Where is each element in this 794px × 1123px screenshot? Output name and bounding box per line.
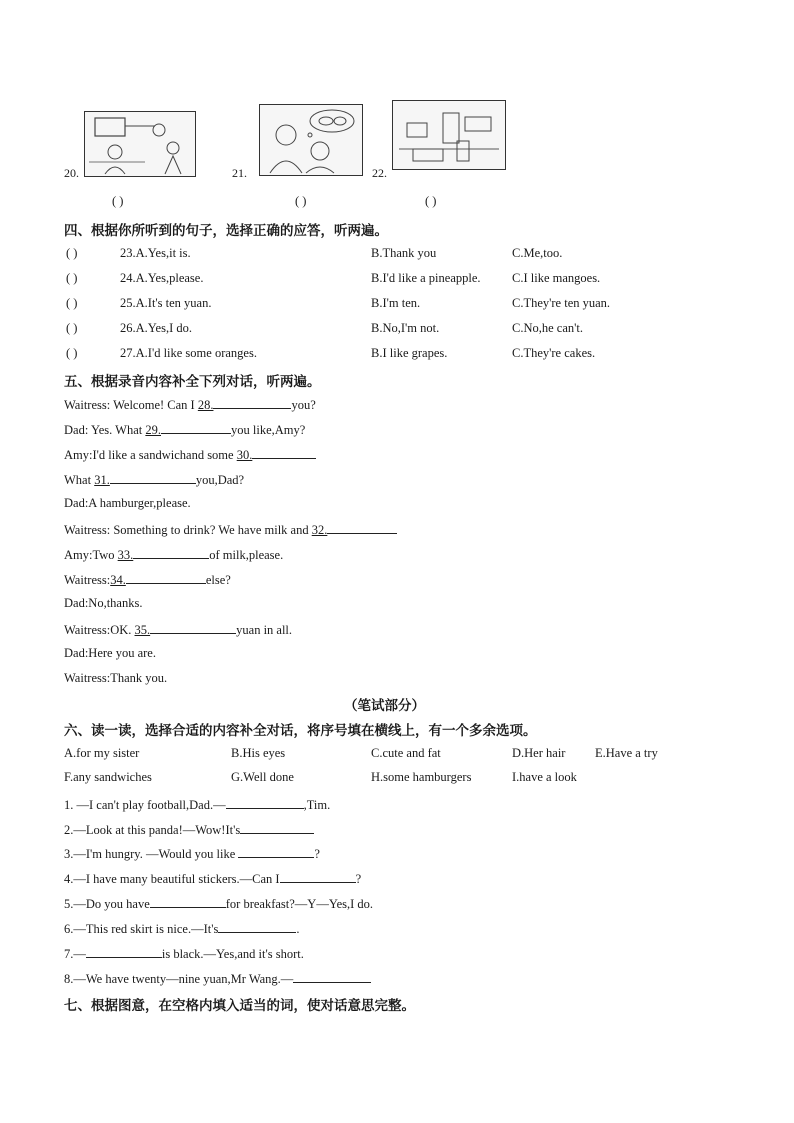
picture-number: 21. — [232, 166, 247, 180]
option-item: F.any sandwiches — [64, 770, 152, 784]
answer-paren: ( ) — [112, 194, 124, 208]
option-a: 25.A.It's ten yuan. — [120, 296, 212, 310]
item-text: 8.—We have twenty—nine yuan,Mr Wang.— — [64, 972, 294, 986]
option-c: C.No,he can't. — [512, 321, 583, 335]
option-item: B.His eyes — [231, 746, 286, 760]
dialogue-line — [64, 546, 283, 563]
answer-blank[interactable] — [86, 945, 162, 958]
fill-item — [64, 920, 299, 937]
line-text: Dad:A hamburger,please. — [64, 496, 191, 510]
section-4-heading: 四、根据你所听到的句子，选择正确的应答，听两遍。 — [64, 223, 388, 239]
blank-number: 34. — [110, 573, 126, 587]
item-text: is black.—Yes,and it's short. — [161, 947, 304, 961]
item-text: for breakfast?—Y—Yes,I do. — [225, 897, 374, 911]
line-text: Amy:I'd like a sandwichand some — [64, 448, 237, 462]
option-b: B.No,I'm not. — [371, 321, 440, 335]
section-7-heading: 七、根据图意，在空格内填入适当的词，使对话意思完整。 — [64, 998, 415, 1014]
dialogue-line — [64, 521, 397, 538]
option-item: G.Well done — [231, 770, 294, 784]
answer-paren: ( ) — [295, 194, 307, 208]
option-item: H.some hamburgers — [371, 770, 472, 784]
option-c: C.I like mangoes. — [512, 271, 601, 285]
dialogue-line — [64, 571, 231, 588]
item-text: ? — [355, 872, 362, 886]
answer-blank[interactable] — [150, 895, 226, 908]
answer-paren: ( ) — [66, 296, 78, 310]
answer-blank[interactable] — [110, 471, 196, 484]
written-part-title: （笔试部分） — [344, 698, 425, 714]
blank-number: 28. — [197, 398, 214, 412]
answer-blank[interactable] — [213, 396, 291, 409]
dialogue-line — [64, 446, 316, 463]
people-thinking-illustration — [260, 105, 362, 175]
item-text: 1. —I can't play football,Dad.— — [64, 798, 226, 812]
option-item: C.cute and fat — [371, 746, 441, 760]
answer-blank[interactable] — [133, 546, 209, 559]
picture-22-room — [392, 100, 506, 170]
blank-number: 33. — [117, 548, 134, 562]
line-text: Waitress: Something to drink? We have milk and — [64, 523, 312, 537]
line-text: What — [64, 473, 95, 487]
item-text: ? — [314, 847, 320, 861]
item-text: ,Tim. — [303, 798, 331, 812]
option-a: 27.A.I'd like some oranges. — [120, 346, 257, 360]
answer-blank[interactable] — [327, 521, 397, 534]
line-text: yuan in all. — [236, 623, 293, 637]
fill-item — [64, 870, 361, 887]
fill-item — [64, 796, 330, 813]
blank-number: 35. — [134, 623, 151, 637]
blank-number: 31. — [94, 473, 110, 487]
option-c: C.They're ten yuan. — [512, 296, 611, 310]
picture-number: 20. — [64, 166, 79, 180]
answer-paren: ( ) — [66, 246, 78, 260]
dialogue-line — [64, 596, 142, 611]
item-text: 6.—This red skirt is nice.—It's — [64, 922, 219, 936]
answer-blank[interactable] — [126, 571, 206, 584]
answer-paren: ( ) — [425, 194, 437, 208]
answer-paren: ( ) — [66, 321, 78, 335]
picture-21-food-thought — [259, 104, 363, 176]
basketball-illustration — [85, 112, 195, 176]
answer-blank[interactable] — [238, 845, 314, 858]
dialogue-line — [64, 471, 244, 488]
item-text: 4.—I have many beautiful stickers.—Can I — [64, 872, 280, 886]
room-illustration — [393, 101, 505, 169]
option-item: E.Have a try — [595, 746, 658, 760]
dialogue-line — [64, 671, 167, 686]
line-text: Waitress: Welcome! Can I — [64, 398, 198, 412]
option-b: B.I'd like a pineapple. — [371, 271, 481, 285]
dialogue-line — [64, 496, 191, 511]
line-text: of milk,please. — [209, 548, 284, 562]
picture-number: 22. — [372, 166, 387, 180]
fill-item — [64, 895, 373, 912]
option-c: C.Me,too. — [512, 246, 563, 260]
answer-paren: ( ) — [66, 346, 78, 360]
line-text: you like,Amy? — [231, 423, 306, 437]
item-text: 2.—Look at this panda!—Wow!It's — [64, 823, 241, 837]
option-c: C.They're cakes. — [512, 346, 596, 360]
line-text: Dad:No,thanks. — [64, 596, 143, 610]
line-text: Waitress:OK. — [64, 623, 135, 637]
answer-blank[interactable] — [218, 920, 296, 933]
answer-blank[interactable] — [280, 870, 356, 883]
fill-item — [64, 821, 314, 838]
item-text: 5.—Do you have — [64, 897, 150, 911]
line-text: you? — [291, 398, 316, 412]
section-5-heading: 五、根据录音内容补全下列对话，听两遍。 — [64, 374, 321, 390]
line-text: else? — [205, 573, 231, 587]
dialogue-line — [64, 621, 292, 638]
blank-number: 29. — [145, 423, 161, 437]
line-text: you,Dad? — [195, 473, 245, 487]
line-text: Amy:Two — [64, 548, 118, 562]
answer-blank[interactable] — [252, 446, 316, 459]
option-a: 23.A.Yes,it is. — [120, 246, 191, 260]
option-b: B.I like grapes. — [371, 346, 448, 360]
line-text: Dad: Yes. What — [64, 423, 146, 437]
dialogue-line — [64, 396, 316, 413]
answer-paren: ( ) — [66, 271, 78, 285]
item-text: 7.— — [64, 947, 86, 961]
option-item: I.have a look — [512, 770, 577, 784]
item-text: 3.—I'm hungry. —Would you like — [64, 847, 239, 861]
line-text: Waitress:Thank you. — [64, 671, 168, 685]
section-6-heading: 六、读一读，选择合适的内容补全对话，将序号填在横线上，有一个多余选项。 — [64, 723, 537, 739]
option-b: B.Thank you — [371, 246, 437, 260]
blank-number: 30. — [236, 448, 253, 462]
fill-item — [64, 845, 320, 862]
option-a: 26.A.Yes,I do. — [120, 321, 193, 335]
dialogue-line — [64, 421, 305, 438]
answer-blank[interactable] — [293, 970, 371, 983]
line-text: Dad:Here you are. — [64, 646, 156, 660]
fill-item — [64, 945, 304, 962]
line-text: Waitress: — [64, 573, 111, 587]
dialogue-line — [64, 646, 156, 661]
fill-item — [64, 970, 371, 987]
option-b: B.I'm ten. — [371, 296, 421, 310]
option-a: 24.A.Yes,please. — [120, 271, 204, 285]
item-text: . — [296, 922, 300, 936]
option-item: A.for my sister — [64, 746, 140, 760]
blank-number: 32. — [311, 523, 328, 537]
picture-20-basketball — [84, 111, 196, 177]
answer-blank[interactable] — [150, 621, 236, 634]
answer-blank[interactable] — [240, 821, 314, 834]
answer-blank[interactable] — [161, 421, 231, 434]
option-item: D.Her hair — [512, 746, 566, 760]
answer-blank[interactable] — [226, 796, 304, 809]
